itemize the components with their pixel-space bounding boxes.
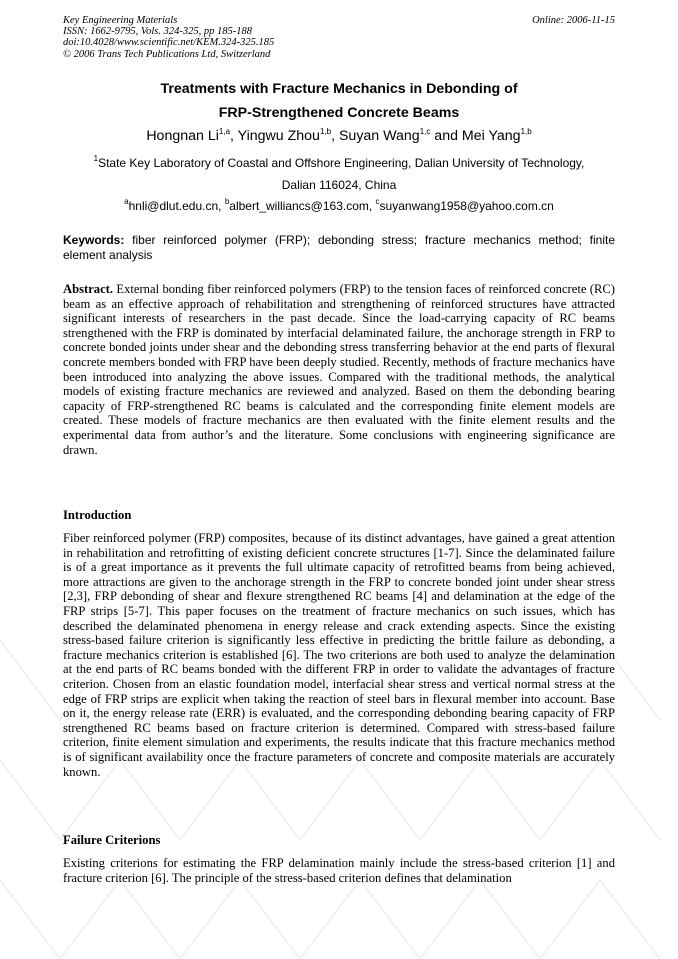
- email-sup: a: [124, 197, 129, 206]
- introduction-heading: Introduction: [63, 508, 132, 522]
- author-list: Hongnan Li$^{1,a}$, Yingwu Zhou$^{1,b}$, Suyan Wang$^{1,c}$ and Mei Yang$^{1,b}$: [146, 127, 532, 144]
- abstract-section: [63, 282, 615, 457]
- author-affiliation-sup: 1,c: [419, 127, 431, 136]
- paper-title-line-2: FRP-Strengthened Concrete Beams: [218, 105, 460, 121]
- email-list: $^a$hnli@dlut.edu.cn, $^b$albert_williancs@163.com, $^c$suyanwang1958@yahoo.com.cn: [124, 197, 554, 213]
- author-affiliation-sup: 1,b: [319, 127, 332, 136]
- issn-line: ISSN: 1662-9795, Vols. 324-325, pp 185-188: [63, 26, 252, 38]
- email-address: hnli@dlut.edu.cn: [128, 199, 219, 213]
- failure-criterions-heading: Failure Criterions: [63, 833, 161, 847]
- keywords-section: [63, 233, 615, 262]
- author-name: Hongnan Li: [146, 128, 219, 144]
- author-name: Yingwu Zhou: [237, 128, 320, 144]
- email-sup: b: [224, 197, 230, 206]
- paper-title-line-1: Treatments with Fracture Mechanics in Debonding of: [160, 81, 518, 97]
- affiliation-text: State Key Laboratory of Coastal and Offshore Engineering, Dalian University of Technology,: [98, 156, 585, 170]
- failure-criterions-text: Existing criterions for estimating the FRP delamination mainly include the stress-based criterion [1] and fracture criterion [6]. The principle of the stress-based criterion defines that delamination: [63, 856, 615, 885]
- author-name: Suyan Wang: [338, 128, 420, 144]
- abstract-label: Abstract.: [63, 282, 114, 296]
- author-name: Mei Yang: [461, 128, 521, 144]
- introduction-text: Fiber reinforced polymer (FRP) composites, because of its distinct advantages, have gained a great attention in rehabilitation and retrofitting of existing deficient concrete structures [1-7]. Since the delaminated failure is of a great importance as it prevents the full ultimate capacity of retrofitted beams from being achieved, more attractions are given to the anchorage strength in the FRP to concrete bonded joint under shear stress [2,3], FRP debonding of shear and flexure strengthened RC beams [4] and delamination at the edge of the FRP strips [5-7]. This paper focuses on the treatment of fracture mechanics on such issues, which has described the delaminated phenomena in energy release and crack extending aspects. Since the existing stress-based failure criterion is significantly less effective in predicting the brittle failure as debonding, a fracture mechanics criterion is established [6]. The two criterions are both used to analyze the delamination at the end parts of RC beams bonded with the different FRP in order to validate the advantages of fracture criterion. Chosen from an elastic foundation model, interfacial shear stress and vertical normal stress at the edge of FRP strips are explicit when taking the reaction of steel bars in flexural member into account. Base on it, the energy release rate (ERR) is evaluated, and the corresponding debonding bearing capacity of FRP strengthened RC beams based on fracture criterion is determined. Compared with stress-based failure criterion, finite element simulation and experiments, the results indicate that this fracture mechanics method is of significant availability once the fracture parameters of concrete and composite materials are accurately known.: [63, 531, 615, 779]
- abstract-text: External bonding fiber reinforced polymers (FRP) to the tension faces of reinforced concrete (RC) beam as an effective approach of rehabilitation and strengthening of reinforced structures have attracted significant interests of researchers in the past decade. Since the load-carrying capacity of RC beams strengthened with the FRP is dominated by interfacial delaminated failure, the anchorage strength in FRP to concrete bonded joints under shear and the debonding stress transferring behavior at the end parts of flexural concrete members bonded with FRP have been deeply studied. Recently, methods of fracture mechanics have been introduced into analyzing the above issues. Compared with the traditional methods, the analytical models of existing fracture mechanics are reviewed and analyzed. Based on them the debonding bearing capacity of FRP-strengthened RC beams is calculated and the corresponding finite element models are created. These models of fracture mechanics are then evaluated with the finite element results and the experimental data from author’s and the literature. Some conclusions with engineering significance are drawn.: [63, 282, 615, 457]
- email-sup: c: [375, 197, 380, 206]
- journal-name: Key Engineering Materials: [63, 15, 178, 26]
- keywords-label: Keywords:: [63, 233, 125, 247]
- email-address: suyanwang1958@yahoo.com.cn: [379, 199, 554, 213]
- author-affiliation-sup: 1,a: [218, 127, 231, 136]
- copyright-line: © 2006 Trans Tech Publications Ltd, Switzerland: [63, 48, 271, 60]
- affiliation-sup: 1: [93, 154, 99, 163]
- affiliation-line-1: [40, 156, 638, 170]
- journal-header: [63, 15, 274, 60]
- affiliation-line-2: Dalian 116024, China: [281, 178, 397, 192]
- keywords-text: fiber reinforced polymer (FRP); debonding stress; fracture mechanics method; finite element analysis: [63, 233, 615, 262]
- online-date: Online: 2006-11-15: [532, 15, 615, 26]
- author-affiliation-sup: 1,b: [520, 127, 532, 136]
- email-address: albert_williancs@163.com: [229, 199, 369, 213]
- doi-line: doi:10.4028/www.scientific.net/KEM.324-325.185: [63, 37, 275, 49]
